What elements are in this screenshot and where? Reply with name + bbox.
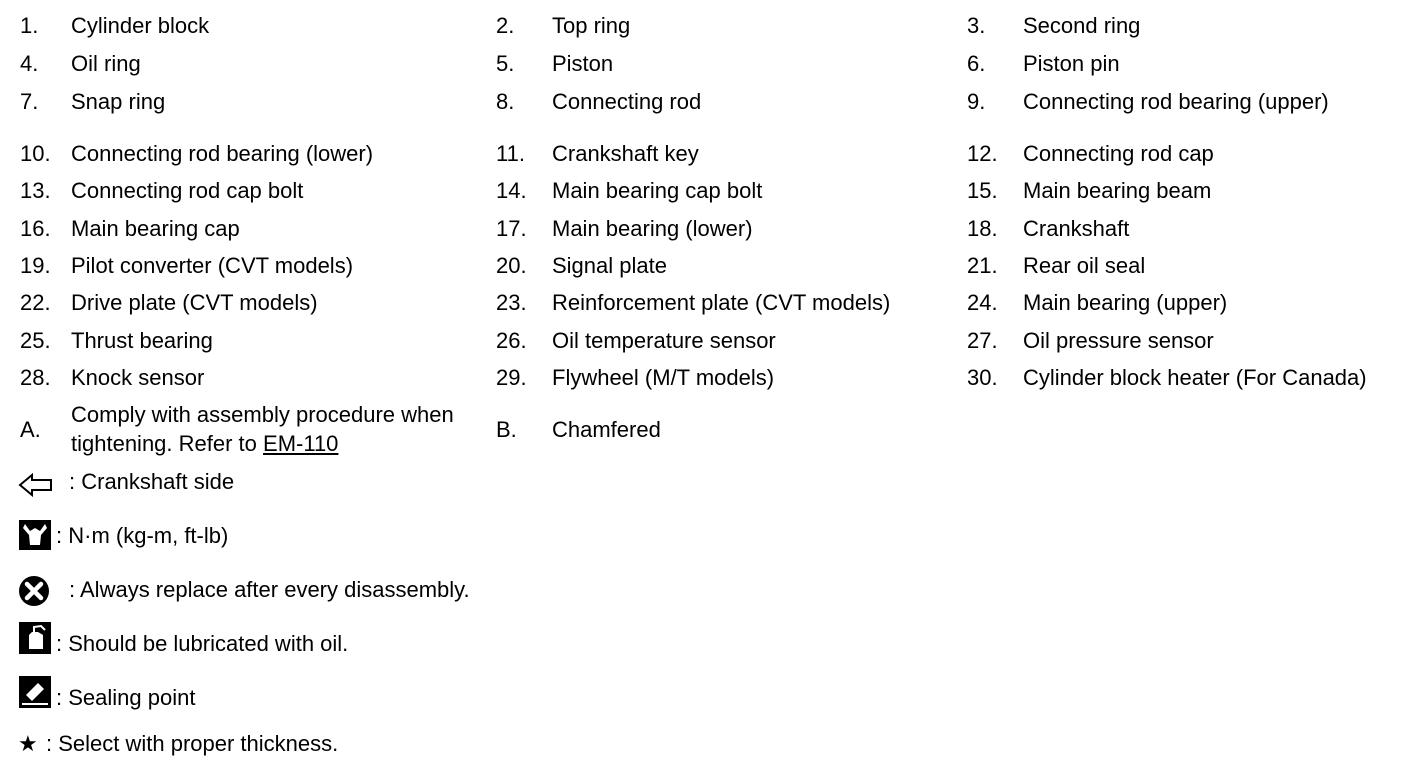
- note-a-line2: [71, 431, 338, 457]
- item-label: Oil ring: [71, 51, 141, 76]
- item-number: 3.: [967, 13, 986, 38]
- item-number: 26.: [496, 328, 527, 353]
- item-number: 9.: [967, 89, 986, 114]
- item-label: Connecting rod cap: [1023, 141, 1214, 166]
- item-label: Flywheel (M/T models): [552, 365, 775, 390]
- item-label: Knock sensor: [71, 365, 205, 390]
- symbol-text: : N·m (kg-m, ft-lb): [56, 523, 229, 548]
- item-label: Signal plate: [552, 253, 667, 278]
- item-number: 27.: [967, 328, 998, 353]
- item-number: 22.: [20, 290, 51, 315]
- item-number: 13.: [20, 178, 51, 203]
- item-number: 16.: [20, 216, 51, 241]
- item-label: Piston: [552, 51, 614, 76]
- item-number: 30.: [967, 365, 998, 390]
- item-number: 29.: [496, 365, 527, 390]
- item-number: 7.: [20, 89, 39, 114]
- item-number: 20.: [496, 253, 527, 278]
- em-110-link[interactable]: EM-110: [263, 431, 339, 456]
- symbol-text: : Always replace after every disassembly.: [69, 577, 470, 602]
- item-number: 19.: [20, 253, 51, 278]
- item-number: 6.: [967, 51, 986, 76]
- item-number: 18.: [967, 216, 998, 241]
- item-number: 17.: [496, 216, 527, 241]
- item-label: Main bearing (lower): [552, 216, 753, 241]
- symbol-text: : Should be lubricated with oil.: [56, 631, 349, 656]
- symbol-text: : Select with proper thickness.: [46, 731, 339, 756]
- item-number: 1.: [20, 13, 39, 38]
- note-a-line1: Comply with assembly procedure when: [71, 402, 454, 427]
- item-label: Snap ring: [71, 89, 166, 114]
- item-number: 12.: [967, 141, 998, 166]
- replace-x-circle-icon: [18, 575, 50, 607]
- oil-can-icon: [18, 621, 52, 655]
- hollow-arrow-left-icon: [18, 473, 54, 497]
- item-label: Top ring: [552, 13, 631, 38]
- item-number: 15.: [967, 178, 998, 203]
- item-label: Connecting rod: [552, 89, 702, 114]
- item-label: Oil temperature sensor: [552, 328, 776, 353]
- item-number: 4.: [20, 51, 39, 76]
- item-number: 25.: [20, 328, 51, 353]
- symbol-text: : Sealing point: [56, 685, 196, 710]
- item-number: 28.: [20, 365, 51, 390]
- item-label: Main bearing cap bolt: [552, 178, 763, 203]
- item-label: Cylinder block: [71, 13, 210, 38]
- sealing-point-icon: [18, 675, 52, 709]
- item-label: Crankshaft key: [552, 141, 699, 166]
- note-a-letter: A.: [20, 417, 41, 442]
- item-label: Crankshaft: [1023, 216, 1130, 241]
- star-icon: ★: [18, 731, 38, 756]
- item-label: Cylinder block heater (For Canada): [1023, 365, 1367, 390]
- item-label: Drive plate (CVT models): [71, 290, 318, 315]
- item-label: Connecting rod bearing (lower): [71, 141, 374, 166]
- item-number: 14.: [496, 178, 527, 203]
- item-label: Main bearing cap: [71, 216, 240, 241]
- item-number: 10.: [20, 141, 51, 166]
- item-number: 21.: [967, 253, 998, 278]
- item-label: Piston pin: [1023, 51, 1120, 76]
- item-number: 23.: [496, 290, 527, 315]
- item-label: Connecting rod bearing (upper): [1023, 89, 1329, 114]
- note-b-letter: B.: [496, 417, 517, 442]
- symbol-text: : Crankshaft side: [69, 469, 235, 494]
- item-number: 5.: [496, 51, 515, 76]
- item-label: Rear oil seal: [1023, 253, 1146, 278]
- item-number: 8.: [496, 89, 515, 114]
- note-a-line2-prefix: tightening. Refer to: [71, 431, 264, 456]
- item-label: Thrust bearing: [71, 328, 213, 353]
- item-number: 11.: [496, 141, 525, 166]
- item-number: 24.: [967, 290, 998, 315]
- item-label: Oil pressure sensor: [1023, 328, 1214, 353]
- item-label: Main bearing beam: [1023, 178, 1212, 203]
- item-label: Second ring: [1023, 13, 1141, 38]
- item-label: Main bearing (upper): [1023, 290, 1228, 315]
- item-label: Pilot converter (CVT models): [71, 253, 354, 278]
- item-label: Connecting rod cap bolt: [71, 178, 304, 203]
- item-number: 2.: [496, 13, 515, 38]
- torque-wrench-icon: [18, 519, 52, 551]
- note-b-text: Chamfered: [552, 417, 661, 442]
- item-label: Reinforcement plate (CVT models): [552, 290, 891, 315]
